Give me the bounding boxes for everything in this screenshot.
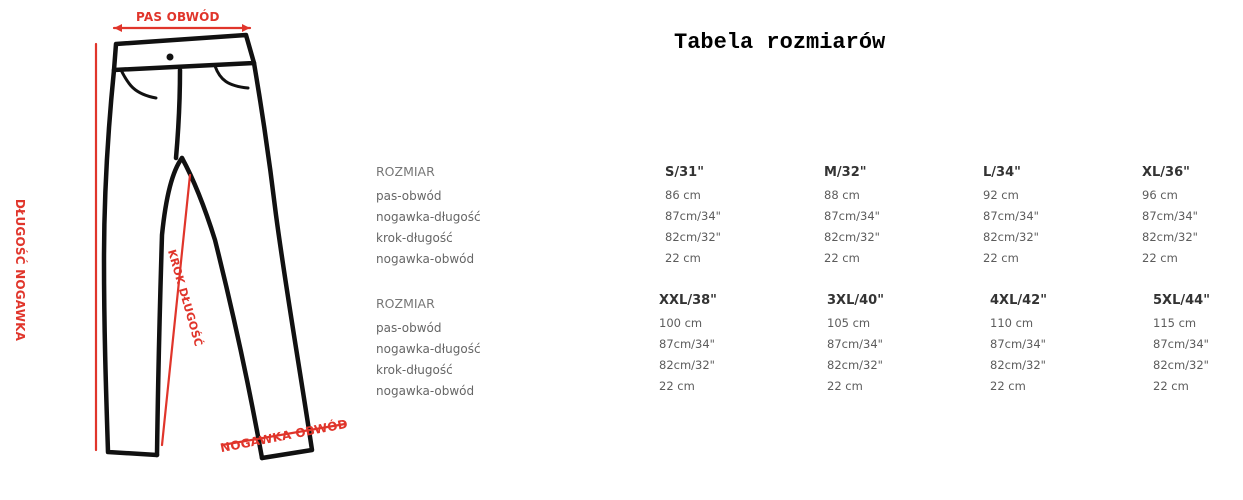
size-heading: XL/36" <box>1142 165 1190 180</box>
table-cell: 82cm/32" <box>665 230 721 244</box>
table-cell: 87cm/34" <box>827 337 883 351</box>
table-cell: 22 cm <box>665 251 701 265</box>
table-cell: 105 cm <box>827 316 871 330</box>
table-cell: 87cm/34" <box>824 209 880 223</box>
row-label-waist: pas-obwód <box>376 321 442 335</box>
size-header-label: ROZMIAR <box>376 296 435 311</box>
table-cell: 22 cm <box>983 251 1019 265</box>
page-title: Tabela rozmiarów <box>674 30 886 55</box>
table-cell: 87cm/34" <box>1142 209 1198 223</box>
table-cell: 115 cm <box>1153 316 1197 330</box>
table-cell: 110 cm <box>990 316 1034 330</box>
table-cell: 82cm/32" <box>824 230 880 244</box>
crotch-label: KROK DŁUGOŚĆ <box>164 248 206 348</box>
size-header-label: ROZMIAR <box>376 164 435 179</box>
size-heading: M/32" <box>824 165 867 180</box>
table-cell: 82cm/32" <box>983 230 1039 244</box>
row-label-leg-length: nogawka-długość <box>376 342 481 356</box>
row-label-hem: nogawka-obwód <box>376 384 475 398</box>
table-cell: 100 cm <box>659 316 703 330</box>
table-cell: 82cm/32" <box>659 358 715 372</box>
table-cell: 96 cm <box>1142 188 1178 202</box>
table-cell: 87cm/34" <box>659 337 715 351</box>
table-cell: 82cm/32" <box>1142 230 1198 244</box>
size-heading: L/34" <box>983 165 1021 180</box>
size-heading: 5XL/44" <box>1153 293 1210 308</box>
length-label: DŁUGOŚĆ NOGAWKA <box>13 198 27 342</box>
table-cell: 22 cm <box>1153 379 1189 393</box>
table-cell: 86 cm <box>665 188 701 202</box>
table-cell: 87cm/34" <box>983 209 1039 223</box>
row-label-waist: pas-obwód <box>376 189 442 203</box>
hem-label: NOGAWKA OBWÓD <box>219 416 349 456</box>
table-cell: 22 cm <box>824 251 860 265</box>
row-label-crotch: krok-długość <box>376 363 453 377</box>
size-heading: 3XL/40" <box>827 293 884 308</box>
waist-label: PAS OBWÓD <box>136 10 220 24</box>
table-cell: 22 cm <box>1142 251 1178 265</box>
row-label-hem: nogawka-obwód <box>376 252 475 266</box>
table-cell: 82cm/32" <box>990 358 1046 372</box>
table-cell: 22 cm <box>659 379 695 393</box>
size-heading: 4XL/42" <box>990 293 1047 308</box>
size-heading: S/31" <box>665 165 704 180</box>
row-label-leg-length: nogawka-długość <box>376 210 481 224</box>
table-cell: 87cm/34" <box>1153 337 1209 351</box>
table-cell: 87cm/34" <box>990 337 1046 351</box>
size-heading: XXL/38" <box>659 293 717 308</box>
table-cell: 88 cm <box>824 188 860 202</box>
table-cell: 87cm/34" <box>665 209 721 223</box>
row-label-crotch: krok-długość <box>376 231 453 245</box>
table-cell: 22 cm <box>990 379 1026 393</box>
table-cell: 22 cm <box>827 379 863 393</box>
table-cell: 82cm/32" <box>827 358 883 372</box>
table-cell: 92 cm <box>983 188 1019 202</box>
table-cell: 82cm/32" <box>1153 358 1209 372</box>
